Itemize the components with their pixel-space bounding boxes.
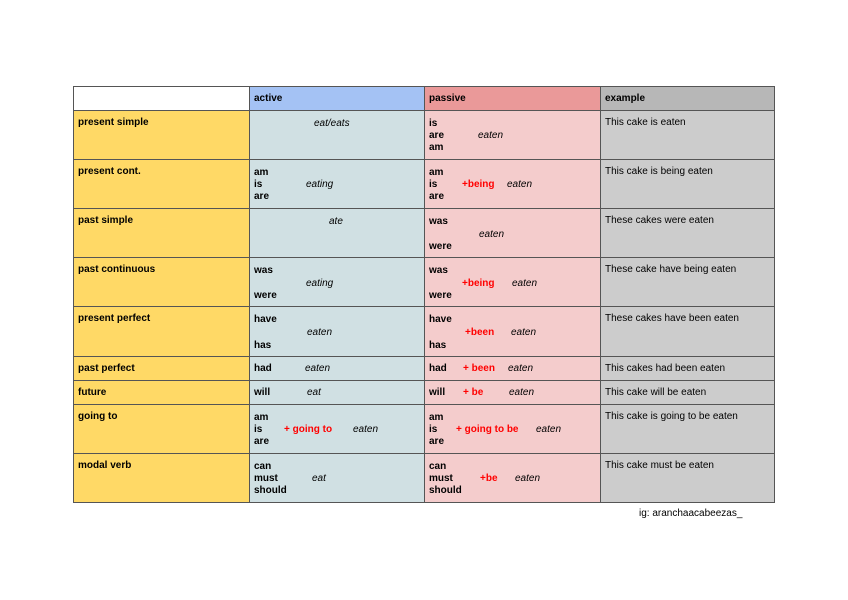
table-row — [74, 307, 775, 357]
passive-addition: +being — [462, 278, 495, 289]
active-aux: have — [254, 314, 277, 325]
table-row — [74, 405, 775, 454]
example-sentence: These cake have being eaten — [601, 258, 775, 307]
passive-cell — [425, 111, 601, 160]
active-aux: was — [254, 265, 273, 276]
example-sentence: This cake is eaten — [601, 111, 775, 160]
passive-main-verb: eaten — [512, 278, 538, 289]
passive-aux: was — [429, 265, 448, 276]
active-main-verb: ate — [329, 216, 343, 227]
tense-label: past simple — [74, 209, 250, 258]
tense-label: modal verb — [74, 454, 250, 503]
active-cell — [250, 357, 425, 381]
passive-addition: +be — [480, 473, 498, 484]
active-aux: were — [254, 290, 277, 301]
header-row — [74, 87, 775, 111]
tense-label: present simple — [74, 111, 250, 160]
passive-aux: am — [429, 142, 444, 153]
active-main-verb: eaten — [305, 363, 331, 374]
passive-aux: am — [429, 167, 444, 178]
active-cell — [250, 381, 425, 405]
active-aux: are — [254, 436, 270, 447]
passive-aux: were — [429, 241, 452, 252]
passive-addition: + going to be — [456, 424, 519, 435]
table-row — [74, 258, 775, 307]
tense-label: future — [74, 381, 250, 405]
tense-label: past perfect — [74, 357, 250, 381]
tense-label: past continuous — [74, 258, 250, 307]
active-aux: should — [254, 485, 287, 496]
example-sentence: This cakes had been eaten — [601, 357, 775, 381]
passive-aux: is — [429, 179, 438, 190]
active-main-verb: eaten — [307, 327, 333, 338]
example-sentence: This cake is going to be eaten — [601, 405, 775, 454]
passive-aux: was — [429, 216, 448, 227]
active-main-verb: eating — [306, 278, 334, 289]
active-cell — [250, 160, 425, 209]
active-aux: is — [254, 179, 263, 190]
active-addition: + going to — [284, 424, 333, 435]
header-passive: passive — [425, 87, 601, 111]
passive-aux: are — [429, 436, 445, 447]
active-main-verb: eaten — [353, 424, 379, 435]
header-example: example — [601, 87, 775, 111]
header-blank-cell — [74, 87, 250, 111]
active-aux: can — [254, 461, 272, 472]
passive-addition: +been — [465, 327, 495, 338]
tense-table — [73, 86, 775, 503]
passive-main-verb: eaten — [479, 229, 505, 240]
active-aux: are — [254, 191, 270, 202]
active-cell — [250, 111, 425, 160]
tense-label: present perfect — [74, 307, 250, 357]
passive-cell — [425, 258, 601, 307]
passive-addition: +being — [462, 179, 495, 190]
passive-main-verb: eaten — [507, 179, 533, 190]
passive-main-verb: eaten — [508, 363, 534, 374]
passive-aux: am — [429, 412, 444, 423]
active-cell — [250, 454, 425, 503]
table-row — [74, 357, 775, 381]
active-aux: will — [254, 387, 271, 398]
passive-aux: are — [429, 191, 445, 202]
example-sentence: This cake must be eaten — [601, 454, 775, 503]
passive-cell — [425, 209, 601, 258]
passive-aux: should — [429, 485, 462, 496]
passive-aux: is — [429, 424, 438, 435]
passive-cell — [425, 405, 601, 454]
passive-aux: have — [429, 314, 452, 325]
passive-cell — [425, 381, 601, 405]
passive-cell — [425, 454, 601, 503]
tense-label: going to — [74, 405, 250, 454]
active-cell — [250, 258, 425, 307]
passive-main-verb: eaten — [478, 130, 504, 141]
passive-cell — [425, 307, 601, 357]
passive-main-verb: eaten — [511, 327, 537, 338]
table-row — [74, 111, 775, 160]
passive-aux: is — [429, 118, 438, 129]
passive-addition: + be — [463, 387, 484, 398]
active-cell — [250, 209, 425, 258]
passive-cell — [425, 357, 601, 381]
passive-aux: had — [429, 363, 447, 374]
active-cell — [250, 307, 425, 357]
passive-main-verb: eaten — [509, 387, 535, 398]
tense-label: present cont. — [74, 160, 250, 209]
passive-aux: must — [429, 473, 453, 484]
passive-aux: can — [429, 461, 447, 472]
active-aux: is — [254, 424, 263, 435]
example-sentence: These cakes were eaten — [601, 209, 775, 258]
active-main-verb: eating — [306, 179, 334, 190]
example-sentence: This cake is being eaten — [601, 160, 775, 209]
table-row — [74, 160, 775, 209]
active-aux: has — [254, 340, 272, 351]
passive-main-verb: eaten — [536, 424, 562, 435]
author-credit: ig: aranchaacabeezas_ — [639, 508, 743, 519]
active-aux: had — [254, 363, 272, 374]
passive-addition: + been — [463, 363, 495, 374]
active-main-verb: eat — [307, 387, 321, 398]
passive-aux: are — [429, 130, 445, 141]
active-aux: must — [254, 473, 278, 484]
active-main-verb: eat — [312, 473, 326, 484]
passive-cell — [425, 160, 601, 209]
table-row — [74, 209, 775, 258]
header-active: active — [250, 87, 425, 111]
active-aux: am — [254, 167, 269, 178]
example-sentence: This cake will be eaten — [601, 381, 775, 405]
active-main-verb: eat/eats — [314, 118, 350, 129]
passive-main-verb: eaten — [515, 473, 541, 484]
active-cell — [250, 405, 425, 454]
passive-aux: has — [429, 340, 447, 351]
passive-aux: were — [429, 290, 452, 301]
table-row — [74, 381, 775, 405]
example-sentence: These cakes have been eaten — [601, 307, 775, 357]
passive-aux: will — [429, 387, 446, 398]
active-aux: am — [254, 412, 269, 423]
table-row — [74, 454, 775, 503]
